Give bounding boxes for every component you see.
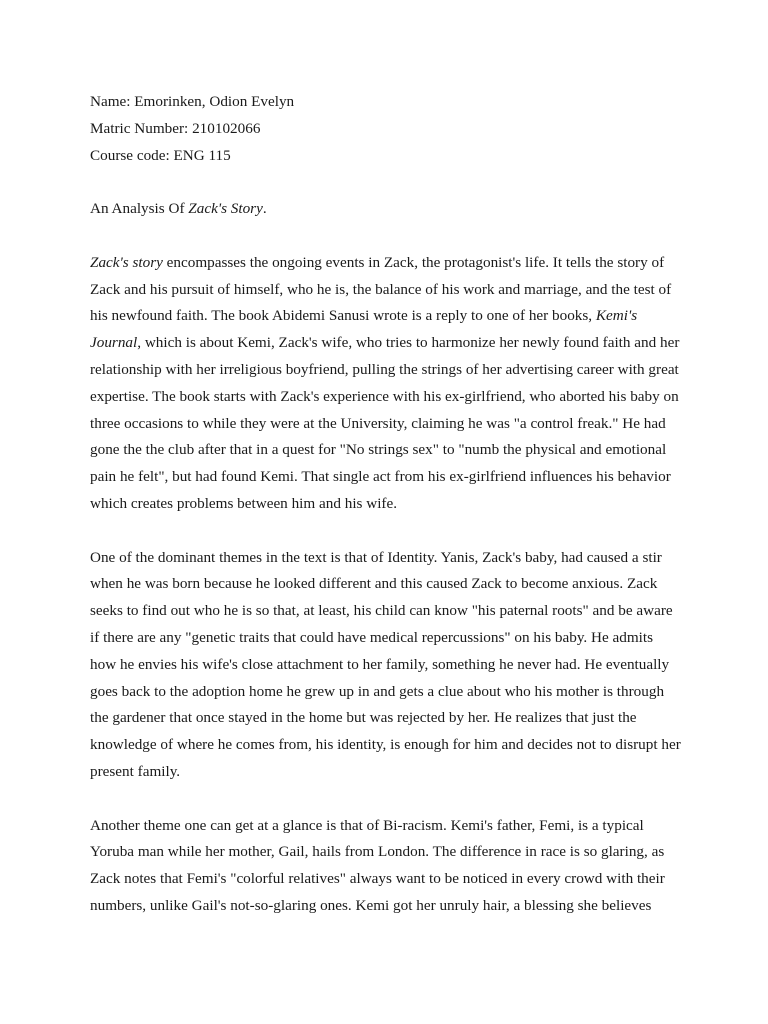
paragraph-line: Another theme one can get at a glance is that of Bi-racism. Kemi's father, Femi, is a typical	[90, 816, 644, 834]
paragraph-line: Zack and his pursuit of himself, who he is, the balance of his work and marriage, and the test of	[90, 280, 672, 298]
paragraph-intro	[90, 250, 690, 518]
paragraph-biracism	[90, 813, 690, 920]
paragraph-line	[90, 303, 690, 330]
paragraph-line: three occasions to while they were at the University, claiming he was "a control freak." He had	[90, 414, 666, 432]
essay-title	[90, 196, 690, 223]
paragraph-line: seeks to find out who he is so that, at least, his child can know "his paternal roots" and be aware	[90, 602, 673, 620]
paragraph-text: his newfound faith. The book Abidemi Sanusi wrote is a reply to one of her books,	[90, 307, 596, 325]
paragraph-text: , which is about Kemi, Zack's wife, who tries to harmonize her newly found faith and her	[137, 334, 680, 352]
paragraph-line: gone the the club after that in a quest for "No strings sex" to "numb the physical and emotional	[90, 441, 667, 459]
paragraph-line: if there are any "genetic traits that could have medical repercussions" on his baby. He admits	[90, 628, 654, 646]
essay-title-suffix: .	[262, 200, 267, 218]
paragraph-line: Yoruba man while her mother, Gail, hails from London. The difference in race is so glaring, as	[90, 843, 665, 861]
paragraph-line	[90, 250, 690, 277]
paragraph-line: goes back to the adoption home he grew up in and gets a clue about who his mother is through	[90, 682, 665, 700]
book-title-italic: Zack's story	[90, 253, 163, 271]
paragraph-line: pain he felt", but had found Kemi. That single act from his ex-girlfriend influences his behavior	[90, 468, 671, 486]
spacer	[90, 786, 690, 813]
essay-title-italic: Zack's Story	[188, 200, 263, 218]
paragraph-line: which creates problems between him and his wife.	[90, 494, 398, 512]
paragraph-line: the gardener that once stayed in the home but was rejected by her. He realizes that just the	[90, 709, 637, 727]
matric-number: Matric Number: 210102066	[90, 119, 261, 137]
paragraph-line: expertise. The book starts with Zack's experience with his ex-girlfriend, who aborted his baby on	[90, 387, 679, 405]
spacer	[90, 223, 690, 250]
student-name: Name: Emorinken, Odion Evelyn	[90, 93, 295, 110]
paragraph-line: One of the dominant themes in the text is that of Identity. Yanis, Zack's baby, had caused a stir	[90, 548, 662, 566]
book-title-italic: Journal	[90, 334, 138, 352]
paragraph-identity	[90, 545, 690, 786]
document-body	[90, 89, 690, 920]
paragraph-line: when he was born because he looked different and this caused Zack to become anxious. Zack	[90, 575, 658, 593]
book-title-italic: Kemi's	[595, 307, 638, 325]
paragraph-line: present family.	[90, 762, 181, 780]
essay-title-prefix: An Analysis Of	[90, 200, 189, 218]
paragraph-line	[90, 330, 690, 357]
paragraph-line: numbers, unlike Gail's not-so-glaring ones. Kemi got her unruly hair, a blessing she believes	[90, 896, 652, 914]
spacer	[90, 518, 690, 545]
paragraph-line: how he envies his wife's close attachment to her family, something he never had. He eventually	[90, 655, 670, 673]
spacer	[90, 169, 690, 196]
course-code: Course code: ENG 115	[90, 146, 231, 164]
paragraph-text: encompasses the ongoing events in Zack, the protagonist's life. It tells the story of	[162, 253, 665, 271]
paragraph-line: knowledge of where he comes from, his identity, is enough for him and decides not to disrupt her	[90, 736, 681, 754]
paragraph-line: relationship with her irreligious boyfriend, pulling the strings of her advertising career with great	[90, 360, 679, 378]
paragraph-line: Zack notes that Femi's "colorful relatives" always want to be noticed in every crowd with their	[90, 870, 665, 888]
